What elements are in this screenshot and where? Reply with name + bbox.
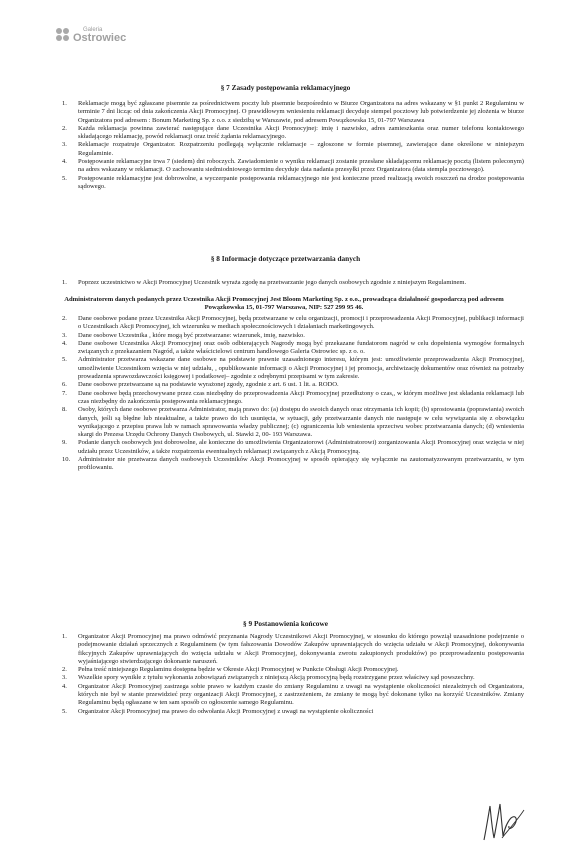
list-item	[62, 633, 524, 666]
item-text: Osoby, których dane osobowe przetwarza Administrator, mają prawo do: (a) dostępu do swoich danych oraz otrzymania ich kopii; (b) sprostowania (poprawiania) swoich danych, jeśli są błędne lub nieaktualne, a także prawo do ich usunięcia, w sytuacji, gdy przetwarzanie danych nie następuje w celu wywiązania się z obowiązku wynikającego z przepisu prawa lub w ramach sprawowania władzy publicznej; (c) ograniczenia lub wniesienia sprzeciwu wobec przetwarzania danych; (d) wniesienia skargi do Prezesa Urzędu Ochrony Danych Osobowych, ul. Stawki 2, 00- 193 Warszawa.	[78, 406, 524, 439]
item-number: 2.	[62, 666, 67, 674]
section-8-item-1	[62, 279, 524, 287]
item-text: Każda reklamacja powinna zawierać następujące dane Uczestnika Akcji Promocyjnej: imię i nazwisko, adres zamieszkania oraz numer telefonu kontaktowego składającego reklamację, powód reklamacji oraz treść żądania reklamacyjnego.	[78, 124, 524, 141]
section-8-title: § 8 Informacje dotyczące przetwarzania danych	[210, 254, 361, 263]
item-text: Administrator przetwarza wskazane dane osobowe na podstawie prawnie uzasadnionego interesu, którym jest: umożliwienie przeprowadzenia Akcji Promocyjnej, umożliwienie Uczestnikom wzięcia w niej udziału, , opublikowanie informacji o Akcji Promocyjnej i jej promocja, archiwizację dokumentów oraz również na potrzeby prowadzenia sprawozdawczości księgowej i podatkowej– zgodnie z odrębnymi przepisami w tym zakresie.	[78, 356, 524, 381]
item-text: Podanie danych osobowych jest dobrowolne, ale konieczne do umożliwienia Organizatorowi (Administratorowi) zorganizowania Akcji Promocyjnej oraz wzięcia w niej udziału przez Uczestników, a także rozpatrzenia ewentualnych reklamacji związanych z Akcją Promocyjną.	[78, 439, 524, 455]
section-7-title: § 7 Zasady postępowania reklamacyjnego	[220, 83, 351, 92]
section-7-list	[62, 100, 524, 191]
item-text: Postępowanie reklamacyjne jest dobrowolne, a wyczerpanie postępowania reklamacyjnego nie jest konieczne przed realizacją swoich roszczeń na drodze postępowania sądowego.	[78, 174, 524, 190]
list-item	[62, 175, 524, 192]
item-number: 10.	[62, 456, 71, 464]
item-number: 1.	[62, 633, 67, 640]
item-text: Organizator Akcji Promocyjnej zastrzega sobie prawo w każdym czasie do zmiany Regulaminu z uwagi na wystąpienie okoliczności niezależnych od Organizatora, których nie był w stanie przewidzieć przy organizacji Akcji Promocyjnej, z zastrzeżeniem, że zmiany te mogą być dokonane tylko na korzyść Uczestników. Zmiany Regulaminu będą ogłaszane w ten sam sposób co ogłoszenie samego Regulaminu.	[78, 682, 524, 707]
list-item	[62, 125, 524, 142]
list-item	[62, 406, 524, 439]
list-item	[62, 683, 524, 708]
item-text: Postępowanie reklamacyjne trwa 7 (siedem) dni roboczych. Zawiadomienie o wyniku reklamacji zostanie przesłane składającemu reklamację pocztą (listem poleconym) na adres wskazany w reklamacji. O zachowaniu siedmiodniowego terminu decyduje data nadania przesyłki przez Organizatora (data stempla pocztowego).	[78, 158, 524, 174]
item-number: 5.	[62, 707, 67, 715]
list-item	[62, 439, 524, 456]
item-number: 1.	[62, 100, 67, 107]
list-item	[62, 390, 524, 407]
list-item	[62, 381, 524, 389]
list-item	[62, 356, 524, 381]
item-text: Pełna treść niniejszego Regulaminu dostępna będzie w Okresie Akcji Promocyjnej w Punkcie Obsługi Akcji Promocyjnej.	[78, 666, 399, 674]
item-number: 3.	[62, 141, 67, 149]
item-text: Organizator Akcji Promocyjnej ma prawo do odwołania Akcji Promocyjnej z uwagi na wystąpienie okoliczności	[78, 707, 374, 715]
list-item	[62, 315, 524, 332]
item-text: Administrator nie przetwarza danych osobowych Uczestników Akcji Promocyjnej w sposób opierający się wyłącznie na zautomatyzowanym przetwarzaniu, w tym profilowaniu.	[78, 456, 524, 472]
list-item	[62, 332, 524, 340]
item-text: Dane osobowe Uczestnika , które mogą być przetwarzane: wizerunek, imię, nazwisko.	[78, 331, 305, 339]
handwritten-signature	[478, 800, 530, 844]
item-text: Reklamacje rozpatruje Organizator. Rozpatrzeniu podlegają wyłącznie reklamacje – zgłoszone w formie pisemnej, zawierające dane określone w niniejszym Regulaminie.	[78, 141, 524, 157]
item-number: 3.	[62, 331, 67, 339]
item-number: 9.	[62, 439, 67, 447]
list-item	[62, 100, 524, 125]
section-9-title: § 9 Postanowienia końcowe	[243, 619, 328, 628]
item-text: Poprzez uczestnictwo w Akcji Promocyjnej Uczestnik wyraża zgodę na przetwarzanie jego danych osobowych zgodnie z niniejszym Regulaminem.	[78, 279, 467, 286]
item-text: Wszelkie spory wynikłe z tytułu wykonania zobowiązań związanych z niniejszą Akcją promocyjną będą rozstrzygane przez właściwy sąd powszechny.	[78, 674, 475, 682]
item-text: Dane osobowe przetwarzane są na podstawie wyrażonej zgody, zgodnie z art. 6 ust. 1 lit. a. RODO.	[78, 381, 339, 389]
list-item	[62, 708, 524, 716]
list-item	[62, 456, 524, 473]
administrator-statement: Administratorem danych podanych przez Uczestnika Akcji Promocyjnej Jest Bloom Marketing Sp. z o.o., prowadząca działalność gospodarczą pod adresem Powązkowska 15, 01-797 Warszawa, NIP: 527 299 95 46.	[64, 296, 504, 312]
list-item	[62, 666, 524, 674]
item-number: 5.	[62, 174, 67, 182]
item-number: 2.	[62, 124, 67, 132]
item-number: 4.	[62, 158, 67, 166]
item-number: 6.	[62, 381, 67, 389]
section-8-list	[62, 315, 524, 473]
item-number: 5.	[62, 356, 67, 364]
list-item	[62, 674, 524, 682]
item-text: Dane osobowe Uczestnika Akcji Promocyjnej oraz osób odbierających Nagrody mogą być przekazane fundatorom nagród w celu dopełnienia wymogów formalnych związanych z przekazaniem Nagród, a także właścicielowi centrum handlowego Galeria Ostrowiec sp. z o. o.	[78, 339, 524, 356]
item-text: Dane osobowe będą przechowywane przez czas niezbędny do przeprowadzenia Akcji Promocyjnej przedłużony o czas,, w którym możliwe jest składania reklamacji lub czas niezbędny do zakończenia postępowania reklamacyjnego.	[78, 389, 524, 405]
logo-top-text: Galeria	[83, 26, 103, 33]
item-number: 2.	[62, 315, 67, 322]
item-number: 4.	[62, 682, 67, 690]
list-item	[62, 141, 524, 158]
item-text: Dane osobowe podane przez Uczestnika Akcji Promocyjnej, będą przetwarzane w celu organizacji, promocji i przeprowadzenia Akcji Promocyjnej, publikacji informacji o Uczestnikach Akcji Promocyjnej, ich wizerunku w mediach społecznościowych i działaniach marketingowych.	[78, 315, 524, 331]
galeria-ostrowiec-logo	[56, 20, 146, 50]
logo-main-text: Ostrowiec	[73, 31, 127, 44]
section-9-list	[62, 633, 524, 716]
list-item	[62, 158, 524, 175]
logo-mark-icon	[56, 28, 70, 42]
item-text: Reklamacje mogą być zgłaszane pisemnie za pośrednictwem poczty lub pisemnie bezpośrednio w Biurze Organizatora na adres wskazany w §1 punkt 2 Regulaminu w terminie 7 dni licząc od dnia zakończenia Akcji Promocyjnej. O prawidłowym wniesieniu reklamacji decyduje stempel pocztowy lub potwierdzenie jej złożenia w biurze Organizatora pod adresem : Bonum Marketing Sp. z o.o. z siedzibą w Warszawie, pod adresem Powązkowska 15, 01-797 Warszawa	[78, 100, 524, 124]
item-number: 8.	[62, 406, 67, 414]
item-number: 4.	[62, 339, 67, 347]
item-number: 7.	[62, 389, 67, 397]
list-item	[62, 340, 524, 357]
item-number: 1.	[62, 279, 67, 286]
item-number: 3.	[62, 674, 67, 682]
item-text: Organizator Akcji Promocyjnej ma prawo odmówić przyznania Nagrody Uczestnikowi Akcji Promocyjnej, w stosunku do którego powziął uzasadnione podejrzenie o podejmowanie działań sprzecznych z Regulaminem (w tym fałszowania Dowodów Zakupów uprawniających do wzięcia udziału w Akcji Promocyjnej, dokonywania fikcyjnych Zakupów uprawniających do wzięcia udziału w Akcji Promocyjnej, dokonywania zwrotu zakupionych produktów) po przeprowadzeniu postępowania wyjaśniającego stwierdzającego dokonanie naruszeń.	[78, 633, 524, 665]
